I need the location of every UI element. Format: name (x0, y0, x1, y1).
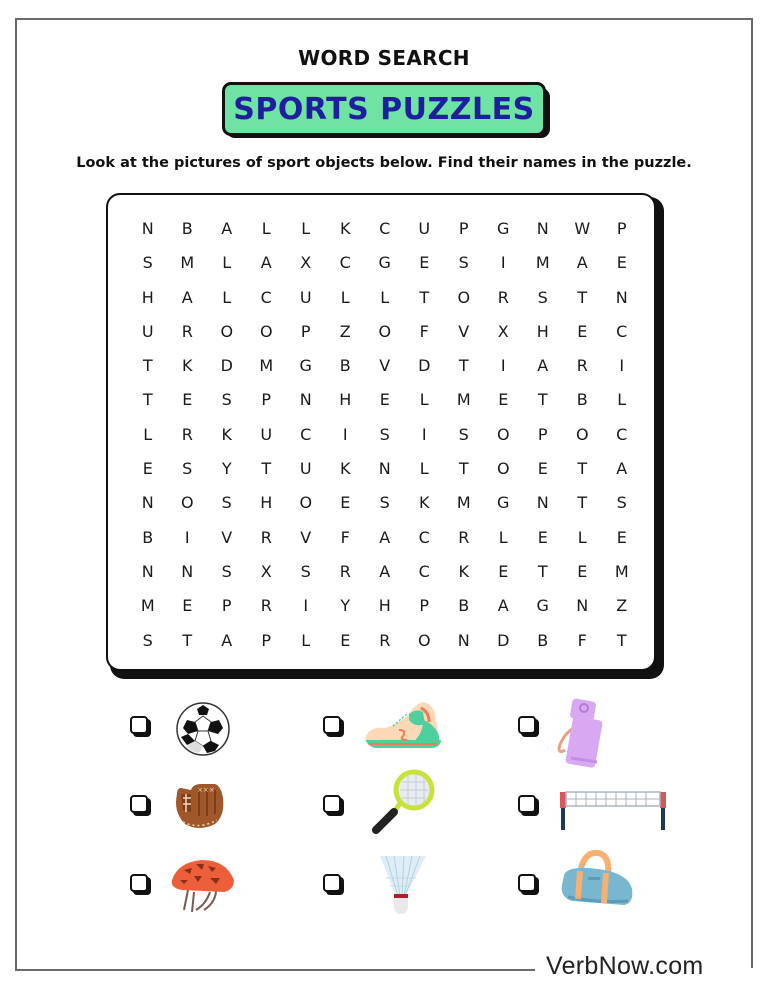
grid-cell[interactable]: K (340, 459, 351, 479)
grid-cell[interactable]: M (180, 253, 195, 273)
grid-cell[interactable]: E (498, 390, 509, 410)
grid-cell[interactable]: P (458, 219, 469, 238)
water-bottle-icon (553, 696, 611, 772)
checkbox[interactable] (130, 874, 148, 892)
grid-cell[interactable]: E (182, 596, 193, 616)
checkbox[interactable] (323, 795, 341, 813)
grid-cell[interactable]: L (419, 459, 429, 479)
grid-cell[interactable]: S (616, 493, 627, 513)
worksheet-title: WORD SEARCH (298, 46, 470, 70)
grid-cell[interactable]: H (378, 596, 391, 616)
grid-cell[interactable]: L (301, 630, 311, 650)
puzzle-grid (128, 212, 642, 658)
grid-cell[interactable]: L (498, 527, 508, 547)
grid-cell[interactable]: T (419, 287, 430, 307)
grid-cell[interactable]: P (221, 596, 232, 616)
grid-cell[interactable]: S (142, 253, 153, 273)
grid-cell[interactable]: T (182, 630, 193, 650)
grid-cell[interactable]: I (619, 356, 625, 376)
grid-cell[interactable]: D (418, 356, 431, 376)
grid-cell[interactable]: F (419, 321, 429, 341)
grid-cell[interactable]: K (419, 493, 430, 513)
grid-cell[interactable]: I (342, 424, 348, 444)
grid-cell[interactable]: A (537, 356, 549, 376)
grid-cell[interactable]: L (419, 390, 429, 410)
grid-cell[interactable]: E (340, 630, 351, 650)
grid-cell[interactable]: C (418, 561, 430, 581)
svg-text:×××: ××× (197, 786, 215, 794)
grid-cell[interactable]: T (142, 390, 153, 410)
grid-cell[interactable]: W (574, 219, 591, 238)
grid-cell[interactable]: E (182, 390, 193, 410)
grid-cell[interactable]: G (497, 493, 510, 513)
soccer-ball-icon (175, 701, 231, 757)
grid-cell[interactable]: O (496, 424, 510, 444)
grid-cell[interactable]: B (142, 527, 154, 547)
item-water-bottle (518, 716, 536, 734)
item-sneaker (323, 716, 341, 734)
grid-cell[interactable]: V (458, 321, 470, 341)
grid-cell[interactable]: L (340, 287, 350, 307)
grid-cell[interactable]: G (536, 596, 549, 616)
grid-cell[interactable]: P (300, 321, 311, 341)
checkbox[interactable] (518, 874, 536, 892)
grid-cell[interactable]: R (576, 356, 588, 376)
grid-cell[interactable]: E (379, 390, 390, 410)
grid-cell[interactable]: L (617, 390, 627, 410)
tennis-racket-icon (368, 768, 438, 836)
grid-cell[interactable]: T (577, 459, 588, 479)
shuttlecock-icon (378, 852, 430, 916)
grid-cell[interactable]: S (379, 424, 390, 444)
grid-cell[interactable]: O (180, 493, 194, 513)
grid-cell[interactable]: L (301, 219, 311, 238)
grid-cell[interactable]: T (616, 630, 627, 650)
grid-cell[interactable]: C (379, 219, 391, 238)
checkbox[interactable] (323, 874, 341, 892)
grid-cell[interactable]: B (537, 630, 549, 650)
grid-cell[interactable]: E (340, 493, 351, 513)
grid-cell[interactable]: S (300, 561, 311, 581)
baseball-glove-icon (171, 780, 227, 832)
item-tennis-racket (323, 795, 341, 813)
grid-cell[interactable]: N (457, 630, 470, 650)
grid-cell[interactable]: R (497, 287, 509, 307)
grid-cell[interactable]: T (577, 493, 588, 513)
grid-cell[interactable]: S (221, 561, 232, 581)
grid-cell[interactable]: I (184, 527, 190, 547)
grid-cell[interactable]: K (340, 219, 351, 238)
item-duffel-bag (518, 874, 536, 892)
grid-cell[interactable]: A (497, 596, 509, 616)
grid-cell[interactable]: X (300, 253, 312, 273)
grid-cell[interactable]: U (299, 287, 312, 307)
grid-cell[interactable]: T (537, 390, 548, 410)
grid-cell[interactable]: P (261, 630, 272, 650)
grid-cell[interactable]: E (537, 459, 548, 479)
grid-cell[interactable]: Z (616, 596, 628, 616)
grid-cell[interactable]: S (182, 459, 193, 479)
item-baseball-glove (130, 795, 148, 813)
grid-cell[interactable]: Z (339, 321, 351, 341)
grid-cell[interactable]: T (537, 561, 548, 581)
grid-cell[interactable]: A (379, 561, 391, 581)
grid-cell[interactable]: U (141, 321, 154, 341)
grid-cell[interactable]: B (458, 596, 470, 616)
grid-cell[interactable]: P (537, 424, 548, 444)
item-shuttlecock (323, 874, 341, 892)
grid-cell[interactable]: L (577, 527, 587, 547)
checkbox[interactable] (518, 795, 536, 813)
helmet-icon (170, 858, 236, 914)
grid-cell[interactable]: C (418, 527, 430, 547)
grid-cell[interactable]: R (379, 630, 391, 650)
sneaker-shoe-icon (363, 700, 443, 752)
grid-cell[interactable]: A (616, 459, 628, 479)
item-helmet (130, 874, 148, 892)
grid-cell[interactable]: K (458, 561, 469, 581)
grid-cell[interactable]: G (378, 253, 391, 273)
grid-cell[interactable]: S (458, 253, 469, 273)
checkbox[interactable] (323, 716, 341, 734)
grid-cell[interactable]: M (456, 390, 471, 410)
grid-cell[interactable]: O (496, 459, 510, 479)
grid-cell[interactable]: P (261, 390, 272, 410)
grid-cell[interactable]: O (220, 321, 234, 341)
grid-cell[interactable]: E (577, 561, 588, 581)
grid-cell[interactable]: L (143, 424, 153, 444)
grid-cell[interactable]: A (181, 287, 193, 307)
grid-cell[interactable]: B (181, 219, 193, 238)
brand-watermark[interactable]: VerbNow.com (546, 952, 704, 980)
item-soccer-ball (130, 716, 148, 734)
grid-cell[interactable]: F (577, 630, 587, 650)
grid-cell[interactable]: M (614, 561, 629, 581)
grid-cell[interactable]: E (616, 253, 627, 273)
grid-cell[interactable]: U (418, 219, 431, 238)
grid-cell[interactable]: C (616, 321, 628, 341)
grid-cell[interactable]: N (536, 493, 549, 513)
grid-cell[interactable]: C (300, 424, 312, 444)
grid-cell[interactable]: I (421, 424, 427, 444)
grid-cell[interactable]: C (616, 424, 628, 444)
grid-cell[interactable]: S (221, 493, 232, 513)
grid-cell[interactable]: F (340, 527, 350, 547)
grid-cell[interactable]: X (260, 561, 272, 581)
grid-cell[interactable]: V (379, 356, 391, 376)
grid-cell[interactable]: N (378, 459, 391, 479)
grid-cell[interactable]: Y (340, 596, 351, 616)
grid-cell[interactable]: O (259, 321, 273, 341)
grid-cell[interactable]: A (260, 253, 272, 273)
grid-cell[interactable]: C (260, 287, 272, 307)
grid-cell[interactable]: O (299, 493, 313, 513)
grid-cell[interactable]: N (141, 493, 154, 513)
grid-cell[interactable]: D (497, 630, 510, 650)
checkbox[interactable] (130, 795, 148, 813)
grid-cell[interactable]: I (500, 356, 506, 376)
grid-cell[interactable]: L (261, 219, 271, 238)
grid-cell[interactable]: R (260, 527, 272, 547)
grid-cell[interactable]: E (577, 321, 588, 341)
grid-cell[interactable]: O (417, 630, 431, 650)
grid-cell[interactable]: D (220, 356, 233, 376)
item-sports-net (518, 795, 536, 813)
grid-cell[interactable]: T (142, 356, 153, 376)
grid-cell[interactable]: E (498, 561, 509, 581)
grid-cell[interactable]: R (181, 424, 193, 444)
grid-cell[interactable]: A (221, 219, 233, 238)
subtitle-banner (222, 82, 546, 136)
grid-cell[interactable]: K (221, 424, 232, 444)
page-border-bottom (15, 969, 535, 971)
grid-cell[interactable]: U (260, 424, 273, 444)
grid-cell[interactable]: S (537, 287, 548, 307)
grid-cell[interactable]: S (458, 424, 469, 444)
grid-cell[interactable]: A (379, 527, 391, 547)
grid-cell[interactable]: T (261, 459, 272, 479)
grid-cell[interactable]: G (299, 356, 312, 376)
grid-cell[interactable]: N (299, 390, 312, 410)
sports-net-icon (560, 790, 668, 832)
duffel-bag-icon (558, 849, 636, 911)
grid-cell[interactable]: V (221, 527, 233, 547)
grid-cell[interactable]: P (419, 596, 430, 616)
grid-cell[interactable]: N (615, 287, 628, 307)
subtitle-text: SPORTS PUZZLES (233, 91, 535, 127)
grid-cell[interactable]: G (497, 219, 510, 238)
grid-cell[interactable]: B (576, 390, 588, 410)
grid-cell[interactable]: M (140, 596, 155, 616)
grid-cell[interactable]: S (379, 493, 390, 513)
grid-cell[interactable]: R (181, 321, 193, 341)
grid-cell[interactable]: S (221, 390, 232, 410)
grid-cell[interactable]: H (141, 287, 154, 307)
grid-cell[interactable]: B (339, 356, 351, 376)
grid-cell[interactable]: E (142, 459, 153, 479)
grid-cell[interactable]: L (222, 287, 232, 307)
grid-cell[interactable]: N (536, 219, 549, 238)
grid-cell[interactable]: A (576, 253, 588, 273)
grid-cell[interactable]: M (535, 253, 550, 273)
grid-cell[interactable]: X (497, 321, 509, 341)
grid-cell[interactable]: T (458, 356, 469, 376)
grid-cell[interactable]: U (299, 459, 312, 479)
grid-cell[interactable]: T (577, 287, 588, 307)
grid-cell[interactable]: I (303, 596, 309, 616)
grid-cell[interactable]: I (500, 253, 506, 273)
grid-cell[interactable]: S (142, 630, 153, 650)
grid-cell[interactable]: P (616, 219, 627, 238)
grid-cell[interactable]: N (576, 596, 589, 616)
grid-cell[interactable]: K (182, 356, 193, 376)
grid-cell[interactable]: H (339, 390, 352, 410)
grid-cell[interactable]: M (259, 356, 274, 376)
checkbox[interactable] (130, 716, 148, 734)
grid-cell[interactable]: A (221, 630, 233, 650)
grid-cell[interactable]: N (141, 561, 154, 581)
grid-cell[interactable]: L (380, 287, 390, 307)
grid-cell[interactable]: V (300, 527, 312, 547)
page-border-top (16, 18, 752, 20)
grid-cell[interactable]: T (458, 459, 469, 479)
instructions-text: Look at the pictures of sport objects below. Find their names in the puzzle. (76, 155, 692, 171)
grid-cell[interactable]: R (339, 561, 351, 581)
grid-cell[interactable]: O (575, 424, 589, 444)
grid-cell[interactable]: M (456, 493, 471, 513)
grid-cell[interactable]: O (378, 321, 392, 341)
grid-cell[interactable]: R (458, 527, 470, 547)
grid-cell[interactable]: Y (221, 459, 232, 479)
grid-cell[interactable]: C (339, 253, 351, 273)
grid-cell[interactable]: N (141, 219, 154, 238)
grid-cell[interactable]: L (222, 253, 232, 273)
grid-cell[interactable]: E (419, 253, 430, 273)
grid-cell[interactable]: E (616, 527, 627, 547)
grid-cell[interactable]: H (260, 493, 273, 513)
grid-cell[interactable]: R (260, 596, 272, 616)
grid-cell[interactable]: H (536, 321, 549, 341)
grid-cell[interactable]: E (537, 527, 548, 547)
checkbox[interactable] (518, 716, 536, 734)
grid-cell[interactable]: O (457, 287, 471, 307)
grid-cell[interactable]: N (181, 561, 194, 581)
